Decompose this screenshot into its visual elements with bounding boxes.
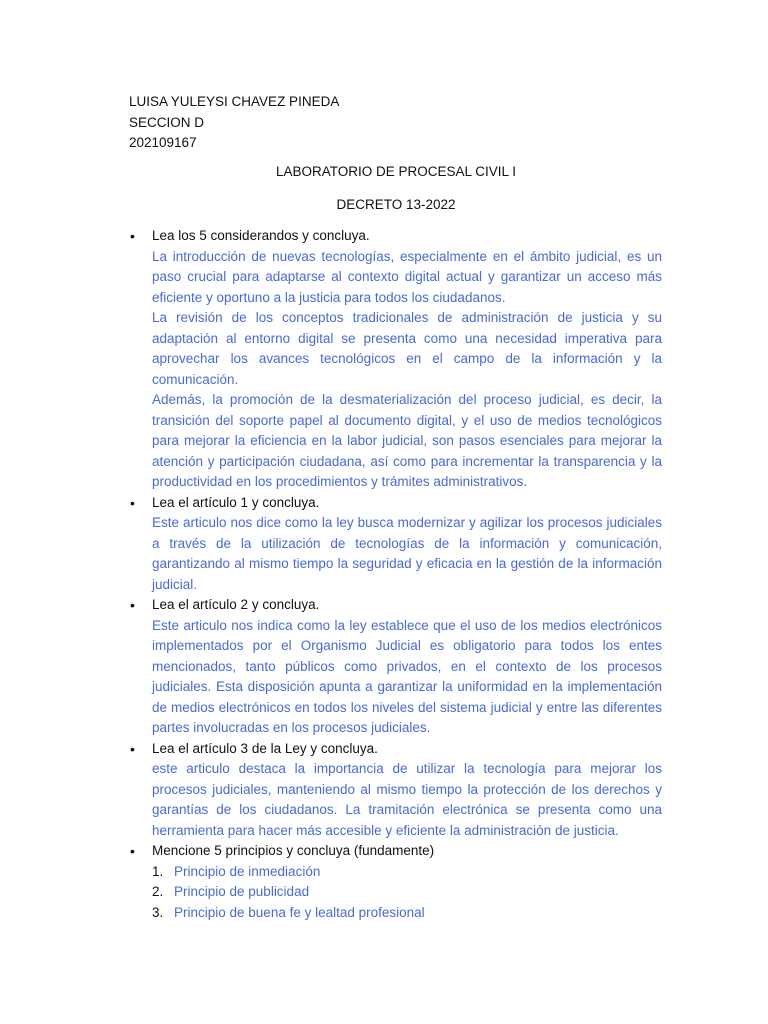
question-list <box>152 226 662 923</box>
student-id: 202109167 <box>129 135 197 150</box>
answer-1 <box>152 247 662 493</box>
principle-number: 1. <box>152 863 164 879</box>
principle-item <box>152 882 662 903</box>
answer-4 <box>152 759 662 841</box>
principle-item <box>152 862 662 883</box>
principle-item <box>152 903 662 924</box>
question-4: • Lea el artículo 3 de la Ley y concluya. <box>152 739 662 760</box>
answer-1-paragraph-1: La introducción de nuevas tecnologías, especialmente en el ámbito judicial, es un paso crucial para adaptarse al contexto digital actual y garantizar un acceso más eficiente y oportuno a la justicia para todos los ciudadanos. <box>152 248 662 305</box>
principles-list <box>152 862 662 924</box>
principle-text: Principio de inmediación <box>174 863 321 879</box>
student-section: SECCION D <box>129 114 205 130</box>
answer-1-paragraph-3: Además, la promoción de la desmaterialización del proceso judicial, es decir, la transición del soporte papel al documento digital, y el uso de medios tecnológicos para mejorar la eficiencia en la labor judicial, son pasos esenciales para mejorar la atención y participación ciudadana, así como para incrementar la transparencia y la productividad en los procedimientos y trámites administrativos. <box>152 392 662 489</box>
document-title: LABORATORIO DE PROCESAL CIVIL I <box>275 164 517 179</box>
principle-number: 2. <box>152 884 164 899</box>
principle-number: 3. <box>152 904 164 920</box>
student-header <box>129 92 339 154</box>
question-5: • Mencione 5 principios y concluya (fundamente) <box>152 841 662 862</box>
answer-3-paragraph-1: Este articulo nos indica como la ley establece que el uso de los medios electrónicos implementados por el Organismo Judicial es obligatorio para todos los entes mencionados, tanto públicos como privados, en el contexto de los procesos judiciales. Esta disposición apunta a garantizar la uniformidad en la implementación de medios electrónicos en todos los niveles del sistema judicial y entre las diferentes partes involucradas en los procesos judiciales. <box>152 617 662 735</box>
answer-2-paragraph-1: Este articulo nos dice como la ley busca modernizar y agilizar los procesos judiciales a través de la utilización de tecnologías de la información y comunicación, garantizando al mismo tiempo la seguridad y eficacia en la gestión de la información judicial. <box>152 515 662 592</box>
student-name: LUISA YULEYSI CHAVEZ PINEDA <box>129 94 340 109</box>
answer-2 <box>152 513 662 595</box>
principle-text: Principio de publicidad <box>174 884 310 899</box>
answer-1-paragraph-2: La revisión de los conceptos tradicionales de administración de justicia y su adaptación al entorno digital se presenta como una necesidad imperativa para aprovechar los avances tecnológicos en el campo de la información y la comunicación. <box>152 310 662 387</box>
answer-3 <box>152 616 662 739</box>
question-1: • Lea los 5 considerandos y concluya. <box>152 226 662 247</box>
question-3: • Lea el artículo 2 y concluya. <box>152 595 662 616</box>
document-subtitle: DECRETO 13-2022 <box>336 197 456 212</box>
answer-4-paragraph-1: este articulo destaca la importancia de utilizar la tecnología para mejorar los procesos judiciales, manteniendo al mismo tiempo la protección de los derechos y garantías de los ciudadanos. La tramitación electrónica se presenta como una herramienta para hacer más accesible y eficiente la administración de justicia. <box>152 761 662 838</box>
principle-text: Principio de buena fe y lealtad profesional <box>174 904 425 920</box>
question-2: • Lea el artículo 1 y concluya. <box>152 493 662 514</box>
